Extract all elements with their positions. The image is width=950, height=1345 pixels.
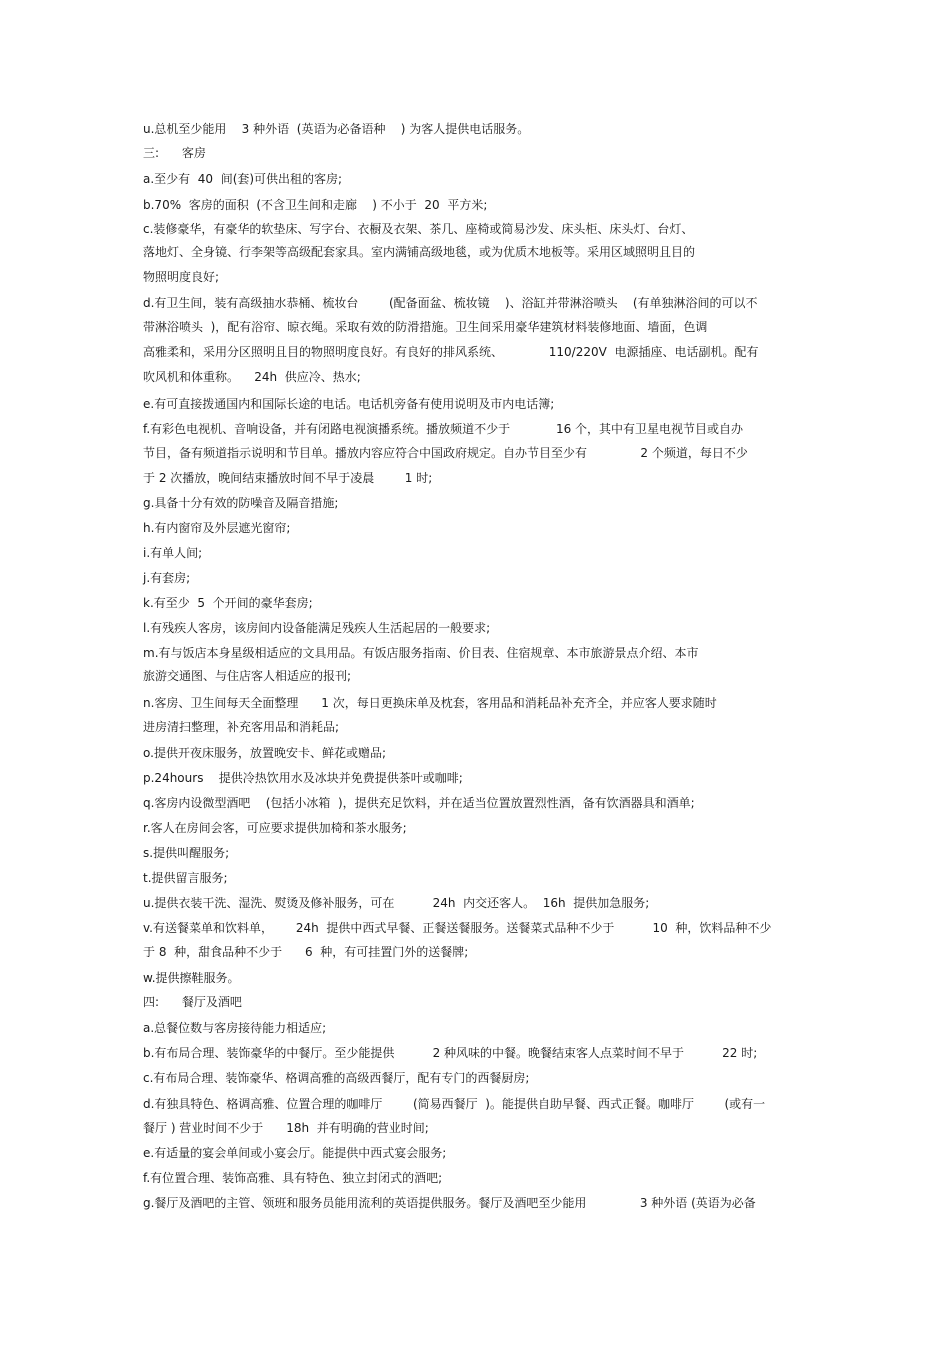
text-line: o.提供开夜床服务，放置晚安卡、鲜花或赠品;	[143, 746, 386, 760]
text-line: m.有与饭店本身星级相适应的文具用品。有饭店服务指南、价目表、住宿规章、本市旅游景点介绍、本市	[143, 646, 699, 660]
text-line: g.具备十分有效的防噪音及隔音措施;	[143, 496, 339, 510]
text-line: k.有至少 5 个开间的豪华套房;	[143, 596, 313, 610]
text-line: 于 2 次播放，晚间结束播放时间不早于凌晨 1 时;	[143, 471, 433, 485]
text-line: g.餐厅及酒吧的主管、领班和服务员能用流利的英语提供服务。餐厅及酒吧至少能用 3 种外语 (英语为必备	[143, 1196, 756, 1210]
text-line: p.24hours 提供冷热饮用水及冰块并免费提供茶叶或咖啡;	[143, 771, 463, 785]
text-line: d.有独具特色、格调高雅、位置合理的咖啡厅 (简易西餐厅 )。能提供自助早餐、西式正餐。咖啡厅 (或有一	[143, 1097, 766, 1111]
text-line: 落地灯、全身镜、行李架等高级配套家具。室内满铺高级地毯，或为优质木地板等。采用区域照明且目的	[143, 245, 696, 259]
text-line: c.有布局合理、装饰豪华、格调高雅的高级西餐厅，配有专门的西餐厨房;	[143, 1071, 530, 1085]
text-line: f.有位置合理、装饰高雅、具有特色、独立封闭式的酒吧;	[143, 1171, 443, 1185]
text-line: r.客人在房间会客，可应要求提供加椅和茶水服务;	[143, 821, 407, 835]
text-line: v.有送餐菜单和饮料单， 24h 提供中西式早餐、正餐送餐服务。送餐菜式品种不少于 10 种，饮料品种不少	[143, 921, 772, 935]
text-line: c.装修豪华，有豪华的软垫床、写字台、衣橱及衣架、茶几、座椅或简易沙发、床头柜、床头灯、台灯、	[143, 222, 694, 236]
text-line: h.有内窗帘及外层遮光窗帘;	[143, 521, 291, 535]
text-line: 物照明度良好;	[143, 270, 220, 284]
text-line: q.客房内设微型酒吧 (包括小冰箱 )，提供充足饮料，并在适当位置放置烈性酒，备有饮酒器具和酒单;	[143, 796, 695, 810]
text-line: 节目，备有频道指示说明和节目单。播放内容应符合中国政府规定。自办节目至少有 2 个频道，每日不少	[143, 446, 748, 460]
text-line: 餐厅 ) 营业时间不少于 18h 并有明确的营业时间;	[143, 1121, 429, 1135]
section-heading: 三: 客房	[143, 146, 206, 160]
text-line: s.提供叫醒服务;	[143, 846, 230, 860]
text-line: b.有布局合理、装饰豪华的中餐厅。至少能提供 2 种风味的中餐。晚餐结束客人点菜时间不早于 22 时;	[143, 1046, 758, 1060]
text-line: d.有卫生间，装有高级抽水恭桶、梳妆台 (配备面盆、梳妆镜 )、浴缸并带淋浴喷头 (有单独淋浴间的可以不	[143, 296, 758, 310]
text-line: u.总机至少能用 3 种外语 (英语为必备语种 ) 为客人提供电话服务。	[143, 122, 530, 136]
text-line: 于 8 种，甜食品种不少于 6 种，有可挂置门外的送餐牌;	[143, 945, 469, 959]
text-line: a.至少有 40 间(套)可供出租的客房;	[143, 172, 343, 186]
text-line: f.有彩色电视机、音响设备，并有闭路电视演播系统。播放频道不少于 16 个，其中有卫星电视节目或自办	[143, 422, 744, 436]
text-line: n.客房、卫生间每天全面整理 1 次，每日更换床单及枕套，客用品和消耗品补充齐全，并应客人要求随时	[143, 696, 717, 710]
text-line: 进房清扫整理，补充客用品和消耗品;	[143, 720, 340, 734]
text-line: w.提供擦鞋服务。	[143, 971, 240, 985]
text-line: 高雅柔和，采用分区照明且目的物照明度良好。有良好的排风系统、 110/220V 电源插座、电话副机。配有	[143, 345, 759, 359]
text-line: 带淋浴喷头 )，配有浴帘、晾衣绳。采取有效的防滑措施。卫生间采用豪华建筑材料装修地面、墙面，色调	[143, 320, 708, 334]
text-line: l.有残疾人客房，该房间内设备能满足残疾人生活起居的一般要求;	[143, 621, 491, 635]
section-heading: 四: 餐厅及酒吧	[143, 995, 242, 1009]
text-line: 旅游交通图、与住店客人相适应的报刊;	[143, 669, 352, 683]
text-line: e.有适量的宴会单间或小宴会厅。能提供中西式宴会服务;	[143, 1146, 447, 1160]
text-line: 吹风机和体重称。 24h 供应冷、热水;	[143, 370, 361, 384]
text-line: i.有单人间;	[143, 546, 203, 560]
text-line: j.有套房;	[143, 571, 191, 585]
text-line: a.总餐位数与客房接待能力相适应;	[143, 1021, 327, 1035]
text-line: t.提供留言服务;	[143, 871, 228, 885]
text-line: b.70% 客房的面积 (不含卫生间和走廊 ) 不小于 20 平方米;	[143, 198, 488, 212]
text-line: e.有可直接拨通国内和国际长途的电话。电话机旁备有使用说明及市内电话簿;	[143, 397, 555, 411]
text-line: u.提供衣装干洗、湿洗、熨烫及修补服务，可在 24h 内交还客人。 16h 提供加急服务;	[143, 896, 650, 910]
